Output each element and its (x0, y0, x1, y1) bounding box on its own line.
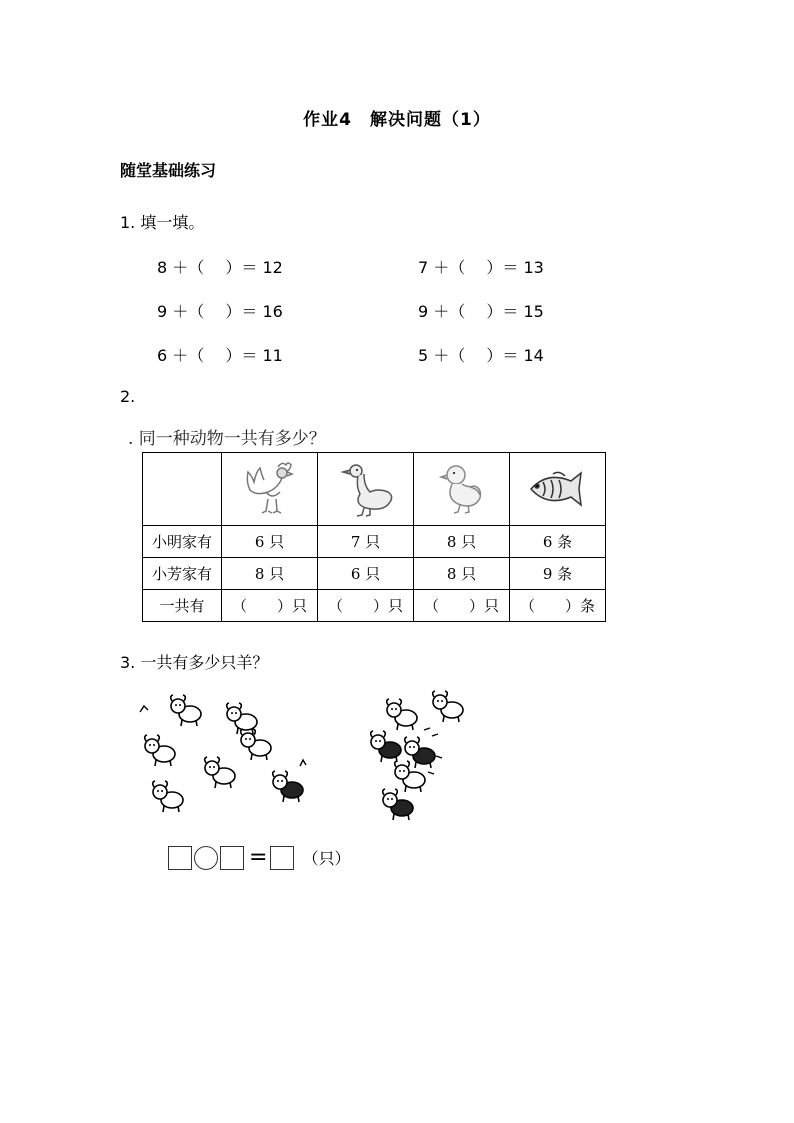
equation: 6 ＋（ ）＝ 11 (157, 346, 283, 365)
fish-icon (523, 464, 593, 514)
table-corner-cell (143, 453, 222, 526)
unit-label: （只） (302, 849, 351, 868)
table-cell: 6 条 (510, 526, 606, 558)
equation: 9 ＋（ ）＝ 16 (157, 302, 283, 321)
equation: 5 ＋（ ）＝ 14 (418, 346, 544, 365)
answer-cell[interactable]: （ ）条 (510, 590, 606, 622)
page-title: 作业4 解决问题（1） (303, 110, 491, 130)
chick-icon (430, 457, 494, 521)
table-cell: 6 只 (318, 558, 414, 590)
animal-table (142, 452, 606, 622)
equation: 9 ＋（ ）＝ 15 (418, 302, 544, 321)
row-label: 小明家有 (143, 526, 222, 558)
answer-cell[interactable]: （ ）只 (318, 590, 414, 622)
table-header-cell (222, 453, 318, 526)
answer-cell[interactable]: （ ）只 (222, 590, 318, 622)
equals-sign: = (249, 845, 268, 870)
sheep-group-right-icon (371, 691, 463, 820)
goose-icon (334, 457, 398, 521)
table-cell: 7 只 (318, 526, 414, 558)
q1-label: 1. 填一填。 (120, 213, 205, 232)
table-cell: 9 条 (510, 558, 606, 590)
table-cell: 8 只 (414, 558, 510, 590)
sheep-illustration (132, 690, 472, 830)
equation: 7 ＋（ ）＝ 13 (418, 258, 544, 277)
table-header-cell (318, 453, 414, 526)
result-box[interactable] (270, 846, 294, 870)
q3-label: 3. 一共有多少只羊？ (120, 653, 269, 672)
q2-label: 2. (120, 387, 136, 406)
answer-box[interactable] (220, 846, 244, 870)
table-header-cell (414, 453, 510, 526)
q2-caption: . 同一种动物一共有多少？ (128, 429, 326, 449)
row-label: 一共有 (143, 590, 222, 622)
table-cell: 6 只 (222, 526, 318, 558)
table-cell: 8 只 (222, 558, 318, 590)
table-header-cell (510, 453, 606, 526)
operator-circle[interactable] (194, 846, 218, 870)
answer-cell[interactable]: （ ）只 (414, 590, 510, 622)
section-title: 随堂基础练习 (120, 161, 217, 180)
answer-box[interactable] (168, 846, 192, 870)
table-cell: 8 只 (414, 526, 510, 558)
sheep-group-left-icon (140, 695, 306, 812)
equation: 8 ＋（ ）＝ 12 (157, 258, 283, 277)
rooster-icon (238, 457, 302, 521)
row-label: 小芳家有 (143, 558, 222, 590)
answer-equation (168, 845, 350, 870)
